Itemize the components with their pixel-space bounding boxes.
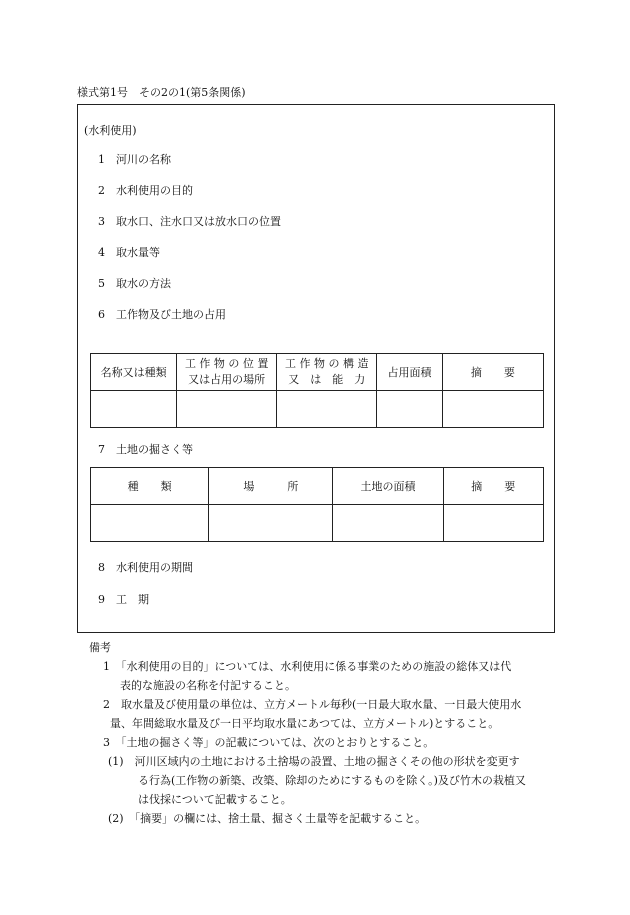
note-line: 量、年間総取水量及び一日平均取水量にあつては、立方メートル)とすること。	[110, 717, 500, 730]
item-number: 1	[98, 153, 105, 166]
note-line: 表的な施設の名称を付記すること。	[120, 679, 296, 692]
item-1	[98, 151, 171, 167]
table-cell[interactable]	[277, 391, 377, 428]
column-header-type: 種 類	[91, 468, 209, 505]
item-number: 6	[98, 308, 105, 321]
item-9	[98, 591, 149, 607]
note-line: は伐採について記載すること。	[138, 793, 292, 806]
occupancy-table	[90, 353, 544, 428]
table-cell[interactable]	[377, 391, 442, 428]
item-label: 取水口、注水口又は放水口の位置	[116, 215, 281, 228]
note-line: 1 「水利使用の目的」については、水利使用に係る事業のための施設の総体又は代	[103, 660, 512, 673]
table-cell[interactable]	[91, 505, 209, 542]
item-6	[98, 306, 226, 322]
item-2	[98, 182, 193, 198]
column-header-structure: 工 作 物 の 構 造 又 は 能 力	[277, 354, 377, 391]
form-box	[77, 104, 555, 633]
item-label: 土地の掘さく等	[116, 443, 193, 456]
table-row	[91, 505, 544, 542]
note-line: 2 取水量及び使用量の単位は、立方メートル毎秒(一日最大取水量、一日最大使用水	[103, 698, 522, 711]
item-label: 河川の名称	[116, 153, 171, 166]
note-line: る行為(工作物の新築、改築、除却のためにするものを除く。)及び竹木の栽植又	[138, 774, 526, 787]
item-label: 工 期	[116, 593, 149, 606]
note-line: (1) 河川区域内の土地における土捨場の設置、土地の掘さくその他の形状を変更す	[108, 755, 520, 768]
item-label: 工作物及び土地の占用	[116, 308, 226, 321]
item-4	[98, 244, 160, 260]
table-cell[interactable]	[177, 391, 277, 428]
item-label: 取水量等	[116, 246, 160, 259]
item-number: 4	[98, 246, 105, 259]
section-label: (水利使用)	[84, 124, 137, 137]
item-number: 3	[98, 215, 105, 228]
note-line: 3 「土地の掘さく等」の記載については、次のとおりとすること。	[103, 736, 435, 749]
form-header: 様式第1号 その2の1(第5条関係)	[77, 86, 246, 99]
table-row	[91, 391, 544, 428]
column-header-land-area: 土地の面積	[333, 468, 443, 505]
item-3	[98, 213, 281, 229]
item-number: 8	[98, 561, 105, 574]
item-5	[98, 275, 171, 291]
column-header-location: 工 作 物 の 位 置 又は占用の場所	[177, 354, 277, 391]
note-line: (2) 「摘要」の欄には、捨土量、掘さく土量等を記載すること。	[108, 812, 427, 825]
table-cell[interactable]	[443, 505, 543, 542]
excavation-table	[90, 467, 544, 542]
column-header-place: 場 所	[209, 468, 333, 505]
item-number: 2	[98, 184, 105, 197]
table-cell[interactable]	[333, 505, 443, 542]
column-header-area: 占用面積	[377, 354, 442, 391]
table-cell[interactable]	[91, 391, 177, 428]
item-number: 5	[98, 277, 105, 290]
item-number: 9	[98, 593, 105, 606]
column-header-remarks: 摘 要	[443, 468, 543, 505]
column-header-name: 名称又は種類	[91, 354, 177, 391]
item-7	[98, 441, 193, 457]
item-8	[98, 559, 193, 575]
item-number: 7	[98, 443, 105, 456]
item-label: 水利使用の期間	[116, 561, 193, 574]
table-cell[interactable]	[209, 505, 333, 542]
item-label: 取水の方法	[116, 277, 171, 290]
table-cell[interactable]	[442, 391, 543, 428]
item-label: 水利使用の目的	[116, 184, 193, 197]
notes-title: 備考	[89, 641, 111, 654]
column-header-remarks: 摘 要	[442, 354, 543, 391]
